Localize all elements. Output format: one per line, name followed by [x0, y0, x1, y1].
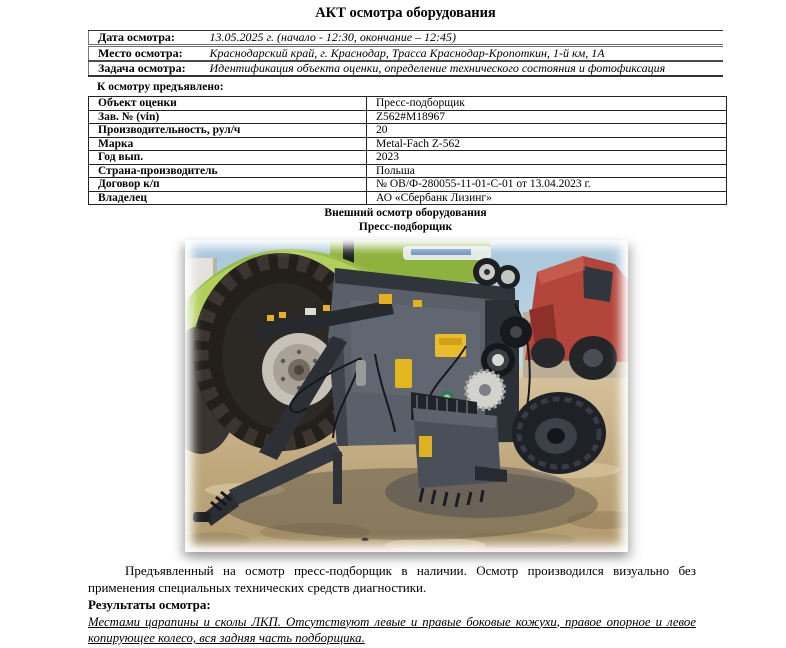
photo-heading-line1: Внешний осмотр оборудования	[324, 207, 487, 219]
info-row-value: Краснодарский край, г. Краснодар, Трасса Краснодар-Кропоткин, 1-й км, 1А	[201, 46, 724, 62]
inspection-info-table	[88, 30, 723, 77]
photo-heading-line2: Пресс-подборщик	[358, 221, 453, 233]
table-row	[89, 178, 727, 192]
table-row	[89, 151, 727, 165]
results-text-underlined: Местами царапины и сколы ЛКП. Отсутствуют левые и правые боковые кожухи, правое опорное и левое копирующее колесо, вся задняя часть подборщика.	[88, 614, 696, 645]
table-row	[89, 31, 724, 46]
info-row-label: Дата осмотра:	[89, 31, 201, 46]
table-row	[89, 110, 727, 124]
table-row	[89, 61, 724, 76]
object-row-value: Z562#M18967	[367, 110, 727, 124]
object-row-value: 20	[367, 124, 727, 138]
object-row-value: № ОВ/Ф-280055-11-01-С-01 от 13.04.2023 г.	[367, 178, 727, 192]
document-title: АКТ осмотра оборудования	[315, 5, 496, 21]
object-row-label: Марка	[89, 137, 367, 151]
table-row	[89, 191, 727, 205]
object-row-label: Владелец	[89, 191, 367, 205]
object-row-value: Metal-Fach Z-562	[367, 137, 727, 151]
equipment-photo	[185, 240, 628, 552]
table-row	[89, 124, 727, 138]
object-row-value: АО «Сбербанк Лизинг»	[367, 191, 727, 205]
equipment-photo-illustration	[185, 240, 628, 552]
photo-section-heading	[88, 206, 723, 234]
presented-heading: К осмотру предъявлено:	[97, 81, 224, 93]
object-row-label: Договор к/п	[89, 178, 367, 192]
results-text	[88, 614, 696, 647]
object-row-label: Производительность, рул/ч	[89, 124, 367, 138]
info-row-value: Идентификация объекта оценки, определение технического состояния и фотофиксация	[201, 61, 724, 76]
object-row-value: Пресс-подборщик	[367, 97, 727, 111]
table-row	[89, 164, 727, 178]
table-row	[89, 46, 724, 62]
table-row	[89, 137, 727, 151]
object-details-table	[88, 96, 727, 205]
conclusion-section	[88, 563, 696, 647]
object-row-label: Год вып.	[89, 151, 367, 165]
object-row-value: 2023	[367, 151, 727, 165]
table-row	[89, 97, 727, 111]
object-row-label: Страна-производитель	[89, 164, 367, 178]
object-row-label: Зав. № (vin)	[89, 110, 367, 124]
object-row-label: Объект оценки	[89, 97, 367, 111]
inspection-paragraph: Предъявленный на осмотр пресс-подборщик в наличии. Осмотр производился визуально без применения специальных технических средств диагностики.	[88, 563, 696, 595]
object-row-value: Польша	[367, 164, 727, 178]
info-row-label: Место осмотра:	[89, 46, 201, 62]
info-row-label: Задача осмотра:	[89, 61, 201, 76]
results-heading: Результаты осмотра:	[88, 597, 211, 612]
info-row-value: 13.05.2025 г. (начало - 12:30, окончание – 12:45)	[201, 31, 724, 46]
